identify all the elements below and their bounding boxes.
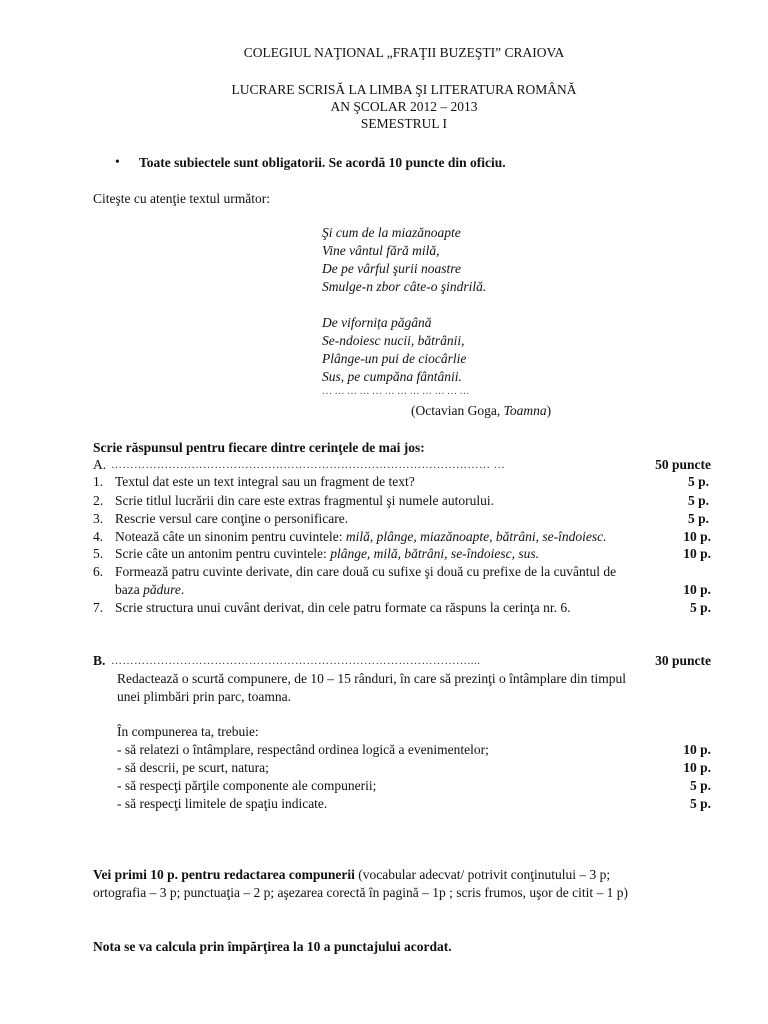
read-instruction: Citeşte cu atenţie textul următor:: [93, 191, 270, 206]
section-b-header: [93, 653, 711, 670]
list-item: 2. Scrie titlul lucrării din care este extras fragmentul şi numele autorului. 5 p.: [93, 493, 709, 508]
composition-bonus: Vei primi 10 p. pentru redactarea compunerii (vocabular adecvat/ potrivit conţinutului – 3 p;: [93, 867, 611, 882]
section-b-label: B.: [93, 653, 106, 668]
list-item: 3. Rescrie versul care conţine o personificare. 5 p.: [93, 511, 709, 526]
poem-line: Sus, pe cumpăna fântânii.: [322, 369, 462, 384]
requirement-item: - să respecţi limitele de spaţiu indicate. 5 p.: [117, 796, 711, 811]
list-item: 5. Scrie câte un antonim pentru cuvintele: plânge, milă, bătrâni, se-îndoiesc, sus. 10 p.: [93, 546, 711, 561]
section-b-dots: …………………………………………………………………………………....: [111, 655, 481, 667]
poem-line: Se-ndoiesc nucii, bătrânii,: [322, 333, 465, 348]
exam-title: LUCRARE SCRISĂ LA LIMBA ŞI LITERATURA ROMÂNĂ: [231, 82, 577, 97]
poem-attribution: (Octavian Goga, Toamna): [411, 403, 552, 418]
bullet-icon: •: [115, 154, 120, 169]
section-a-header: [93, 457, 711, 474]
school-year: AN ŞCOLAR 2012 – 2013: [330, 99, 478, 114]
essay-task-line: Redactează o scurtă compunere, de 10 – 15 rânduri, în care să prezinţi o întâmplare din timpul: [117, 671, 627, 686]
poem-line: Vine vântul fără milă,: [322, 243, 440, 258]
answer-instruction: Scrie răspunsul pentru fiecare dintre cerinţele de mai jos:: [93, 440, 425, 455]
section-a-label: A.: [93, 457, 107, 472]
list-item: 6. Formează patru cuvinte derivate, din care două cu sufixe şi două cu prefixe de la cuvântul de: [93, 564, 617, 579]
poem-line: Plânge-un pui de ciocârlie: [322, 351, 467, 366]
poem-line: Smulge-n zbor câte-o şindrilă.: [322, 279, 487, 294]
requirement-item: - să respecţi părţile componente ale compunerii; 5 p.: [117, 778, 711, 793]
semester: SEMESTRUL I: [360, 116, 448, 131]
section-a-dots: ……………………………………………………………………………………… …: [111, 459, 506, 471]
requirement-item: - să relatezi o întâmplare, respectând ordinea logică a evenimentelor; 10 p.: [117, 742, 711, 757]
requirement-item: - să descrii, pe scurt, natura; 10 p.: [117, 760, 711, 775]
school-name: COLEGIUL NAŢIONAL „FRAŢII BUZEŞTI” CRAIOVA: [243, 45, 565, 60]
list-item: 1. Textul dat este un text integral sau un fragment de text? 5 p.: [93, 474, 709, 489]
composition-bonus-details: ortografia – 3 p; punctuaţia – 2 p; aşezarea corectă în pagină – 1p ; scris frumos, uşor de citit – 1 p): [93, 885, 628, 900]
poem-ellipsis: … … … … … … … … … … … …: [322, 386, 470, 397]
requirements-intro: În compunerea ta, trebuie:: [117, 724, 259, 739]
list-item: 4. Notează câte un sinonim pentru cuvintele: milă, plânge, miazănoapte, bătrâni, se-îndoiesc. 10 p.: [93, 529, 711, 544]
poem-line: De vifornița păgână: [322, 315, 432, 330]
list-item-continuation: baza pădure. 10 p.: [115, 582, 711, 597]
poem-line: Şi cum de la miazănoapte: [322, 225, 461, 240]
essay-task-line: unei plimbări prin parc, toamna.: [117, 689, 291, 704]
mandatory-note: Toate subiectele sunt obligatorii. Se acordă 10 puncte din oficiu.: [139, 155, 506, 170]
section-b-points: 30 puncte: [655, 653, 711, 668]
list-item: 7. Scrie structura unui cuvânt derivat, din cele patru formate ca răspuns la cerinţa nr. 6. 5 p.: [93, 600, 711, 615]
grading-note: Nota se va calcula prin împărţirea la 10 a punctajului acordat.: [93, 939, 452, 954]
poem-line: De pe vârful şurii noastre: [322, 261, 461, 276]
section-a-points: 50 puncte: [655, 457, 711, 472]
